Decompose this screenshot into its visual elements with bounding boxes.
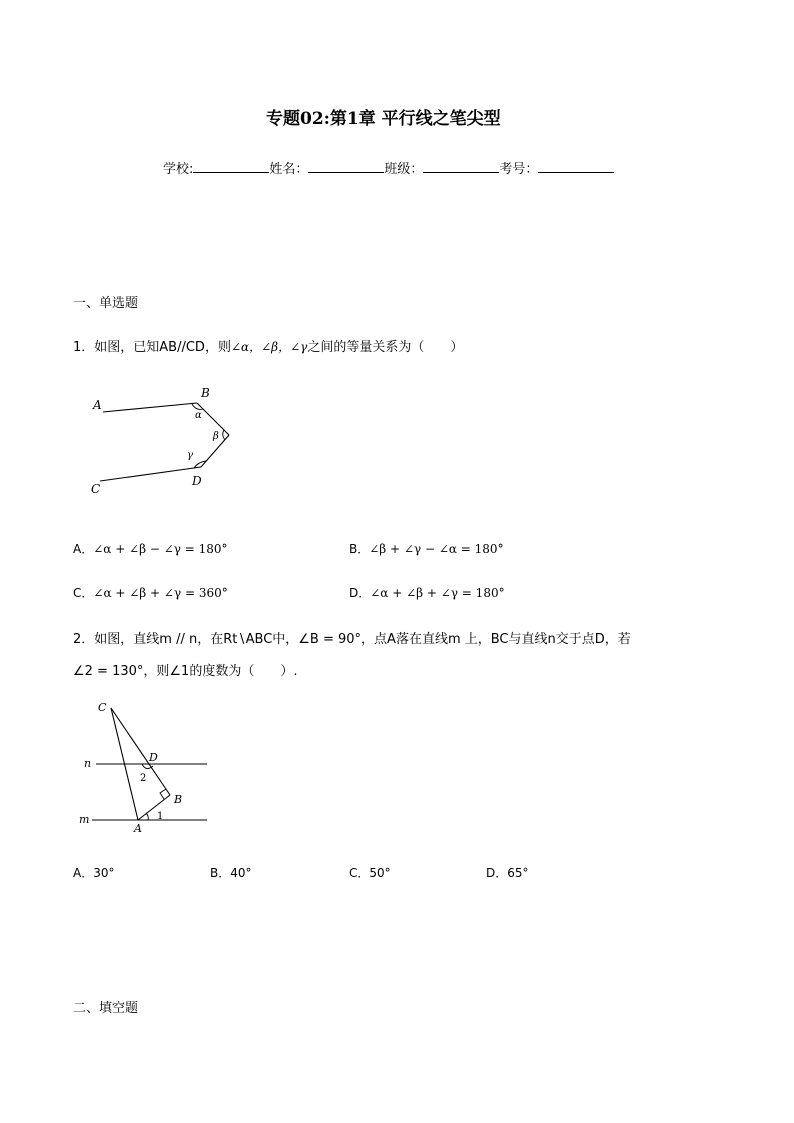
fig2-label-B: B [174,793,183,806]
exam-no-blank[interactable] [538,160,614,173]
fig2-label-C: C [98,701,107,714]
fig1-label-gamma: γ [187,450,193,461]
exam-no-label: 考号： [499,162,539,177]
question-1-stem-math: ∠α，∠β，∠γ [230,340,308,354]
fig1-label-beta: β [213,431,219,442]
question-2-stem-line1 [73,628,631,647]
question-2-line1: 如图，直线m // n，在Rt∖ABC中，∠B = 90°，点A落在直线m 上，BC与直线n交于点D，若 [94,632,631,647]
question-1-option-d[interactable] [349,584,505,601]
fig1-label-A: A [93,398,102,412]
fig1-label-C: C [91,482,101,496]
student-info [163,158,614,177]
option-label: D． [486,866,508,880]
option-label: B． [349,542,370,556]
question-1-stem [73,336,463,355]
option-text: 30° [93,866,115,880]
question-2-stem-line2: ∠2 = 130°，则∠1的度数为（ ）. [73,664,298,679]
option-label: A． [73,542,94,556]
question-1-option-c[interactable] [73,584,228,601]
question-2-option-d[interactable] [486,864,529,881]
name-label: 姓名： [269,162,309,177]
question-1-number: 1． [73,340,95,355]
fig2-label-D: D [149,751,158,764]
question-1-option-b[interactable] [349,540,504,557]
option-text: 50° [369,866,391,880]
question-2-option-c[interactable] [349,864,391,881]
option-label: B． [210,866,231,880]
option-text: 40° [230,866,252,880]
page-title: 专题02:第1章 平行线之笔尖型 [266,109,501,129]
name-blank[interactable] [308,160,384,173]
fig2-label-A: A [134,822,142,835]
fig1-label-D: D [192,474,202,488]
option-text: ∠β + ∠γ − ∠α = 180° [369,542,504,556]
question-2-figure-svg [76,698,216,836]
class-blank[interactable] [423,160,499,173]
class-label: 班级： [384,162,424,177]
question-2-number: 2． [73,632,95,647]
question-1-stem-b: 之间的等量关系为（ ） [307,340,464,355]
question-1-figure [88,384,248,498]
school-label: 学校: [163,162,194,177]
fig2-label-1: 1 [157,811,164,822]
section-heading-single-choice: 一、单选题 [73,296,139,311]
option-text: 65° [507,866,529,880]
question-2-figure [76,698,216,836]
question-2-option-b[interactable] [210,864,252,881]
question-1-option-a[interactable] [73,540,228,557]
option-text: ∠α + ∠β − ∠γ = 180° [93,542,228,556]
option-text: ∠α + ∠β + ∠γ = 360° [93,586,228,600]
option-label: C． [349,866,370,880]
section-heading-fill-in: 二、填空题 [73,1001,139,1016]
question-1-stem-a: 如图，已知AB//CD，则 [94,340,231,355]
school-blank[interactable] [193,160,269,173]
option-label: D． [349,586,371,600]
fig2-label-n: n [84,757,92,770]
option-label: C． [73,586,94,600]
fig1-label-alpha: α [195,410,202,421]
question-2-option-a[interactable] [73,864,115,881]
fig2-label-m: m [79,813,90,826]
option-label: A． [73,866,94,880]
question-1-figure-svg [88,384,248,498]
fig2-label-2: 2 [140,773,147,784]
option-text: ∠α + ∠β + ∠γ = 180° [370,586,505,600]
fig1-label-B: B [201,386,210,400]
